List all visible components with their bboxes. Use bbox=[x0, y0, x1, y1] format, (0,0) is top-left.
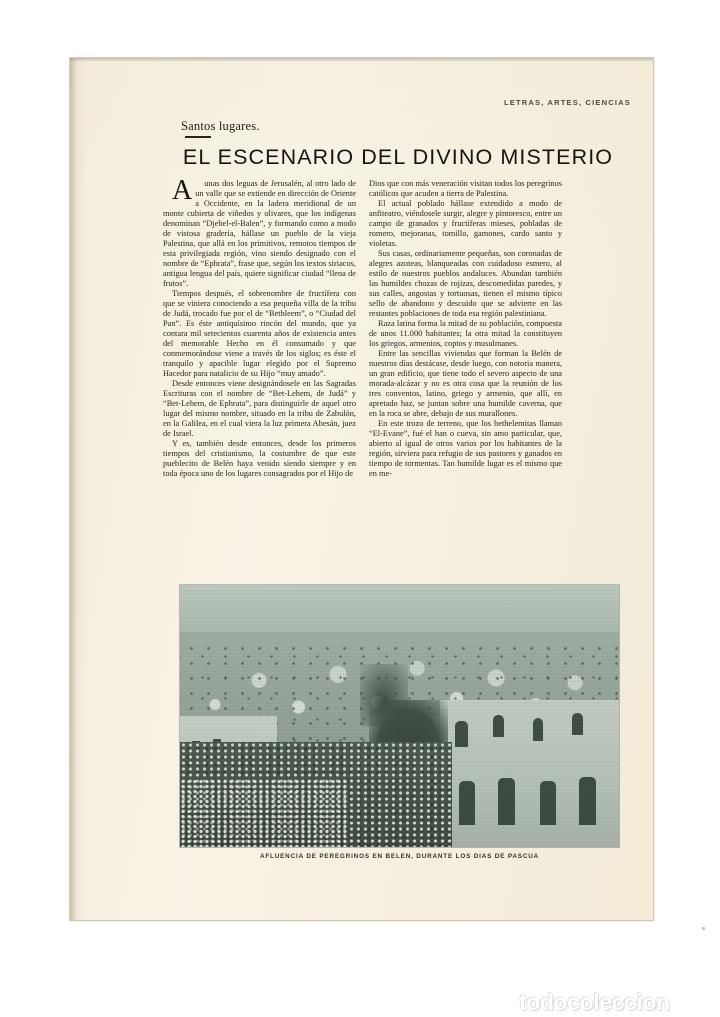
running-head: LETRAS, ARTES, CIENCIAS bbox=[503, 98, 631, 107]
photo-pilgrim-crowd-foreground bbox=[180, 779, 347, 847]
paragraph: Desde entonces viene designándosele en las Sagradas Escrituras con el nombre de “Bet-Lehem, de Judá” y “Bet-Lehem, de Ephrata”, para distinguirle de aquel otro lugar del mismo nombre, situado en la tribu de Zabulón, en la Galilea, en el cual viera la luz primera Abesán, juez de Israel. bbox=[163, 379, 356, 438]
photo-arched-window bbox=[455, 721, 468, 747]
photo-arched-window bbox=[493, 715, 504, 737]
photograph-bethlehem-pilgrims bbox=[180, 585, 619, 847]
paragraph: Entre las sencillas viviendas que forman la Belén de nuestros días destácase, desde luego, con notoria manera, un gran edificio, que tiene todo el severo aspecto de una morada-alcázar y no es otra cosa que la reunión de los tres conventos, latino, griego y armenio, que allí, en apretado haz, se juntan sobre una humilde caverna, que en la roca se abre, debajo de sus murallones. bbox=[369, 349, 562, 418]
photo-arched-window bbox=[572, 713, 583, 735]
paragraph: Raza latina forma la mitad de su población, compuesta de unos 11.000 habitantes; la otra mitad la constituyen los griegos, armenios, coptos y musulmanes. bbox=[369, 319, 562, 348]
paragraph: Sus casas, ordinariamente pequeñas, son coronadas de alegres azoteas, blanqueadas con cuidadoso esmero, al estilo de nuestros pueblos andaluces. Abundan también las humildes chozas de rojizas, descomedidas paredes, y sus calles, angostas y tortuosas, tienen el mismo típico sello de abandono y descuido que se advierte en las restantes poblaciones de toda esa región palestiniana. bbox=[369, 249, 562, 318]
scan-artifact-dot bbox=[702, 927, 705, 930]
kicker-rule bbox=[185, 136, 211, 138]
figure bbox=[180, 585, 619, 860]
watermark-todocoleccion: todocoleccion bbox=[519, 989, 670, 1015]
paragraph: En este trozo de terreno, que los bethelemitas llaman “El-Evane”, fué el han o cueva, sin amo particular, que, abierto al igual de otros varios por los habitantes de la región, sirviera para refugio de sus pastores y ganados en tiempo de tormentas. Tan humilde lugar es el mismo que en me- bbox=[369, 419, 562, 478]
paragraph: Dios que con más veneración visitan todos los peregrinos católicos que acuden a tierra de Palestina. bbox=[369, 179, 562, 198]
paragraph: Tiempos después, el sobrenombre de fructífera con que se viniera conociendo a esa pequeña villa de la tribu de Judá, trocado fue por el de “Bethleem”, o “Ciudad del Pan”. Es éste antiquísimo rincón del mundo, que ya contara mil setecientos cuarenta años de existencia antes del memorable Hecho en él consumado y que conmemorándose viene a través de los siglos; es éste el tranquilo y apacible lugar elegido por el Supremo Hacedor para natalicio de su Hijo “muy amado”. bbox=[163, 289, 356, 378]
paragraph: Y es, también desde entonces, desde los primeros tiempos del cristianismo, la costumbre de que este pueblecito de Belén haya venido siendo siempre y en toda época uno de los lugares consagrados por el Hijo de bbox=[163, 439, 356, 478]
figure-caption: AFLUENCIA DE PEREGRINOS EN BELEN, DURANTE LOS DIAS DE PASCUA bbox=[259, 853, 540, 860]
article-column-1 bbox=[163, 175, 356, 479]
photo-arched-window bbox=[540, 781, 556, 825]
page-content bbox=[163, 98, 633, 479]
article-body bbox=[163, 175, 633, 479]
photo-convent-wall bbox=[439, 700, 619, 847]
paragraph: Aunas dos leguas de Jerusalén, al otro lado de un valle que se extiende en dirección de Oriente a Occidente, en la ladera meridional de un monte cubierta de viñedos y olivares, que los indígenas denominan “Djebel-el-Balen”, y formando como a modo de vistosa gradería, hállase un pueblo de la vieja Palestina, que allá en los primitivos, remotos tiempos de esta privilegiada región, vino siendo designado con el nombre de “Ephrata”, frase que, según los textos siriacos, antigua lengua del país, quiere significar ciudad “llena de frutos”. bbox=[163, 175, 356, 288]
photo-arched-window bbox=[533, 718, 544, 741]
photo-arched-window bbox=[579, 777, 595, 825]
photo-arched-window bbox=[498, 778, 514, 825]
paragraph: El actual poblado hállase extendido a modo de anfiteatro, viéndosele surgir, alegre y pintoresco, entre un campo de granados y fructíferas mieses, pobladas de romero, mejoranas, tomillo, gamones, cardo santo y violetas. bbox=[369, 199, 562, 248]
section-kicker: Santos lugares. bbox=[181, 119, 260, 133]
article-column-2 bbox=[369, 179, 562, 479]
scanned-page-sheet bbox=[70, 58, 653, 920]
photo-arched-window bbox=[459, 781, 475, 825]
page-title: EL ESCENARIO DEL DIVINO MISTERIO bbox=[182, 145, 614, 169]
